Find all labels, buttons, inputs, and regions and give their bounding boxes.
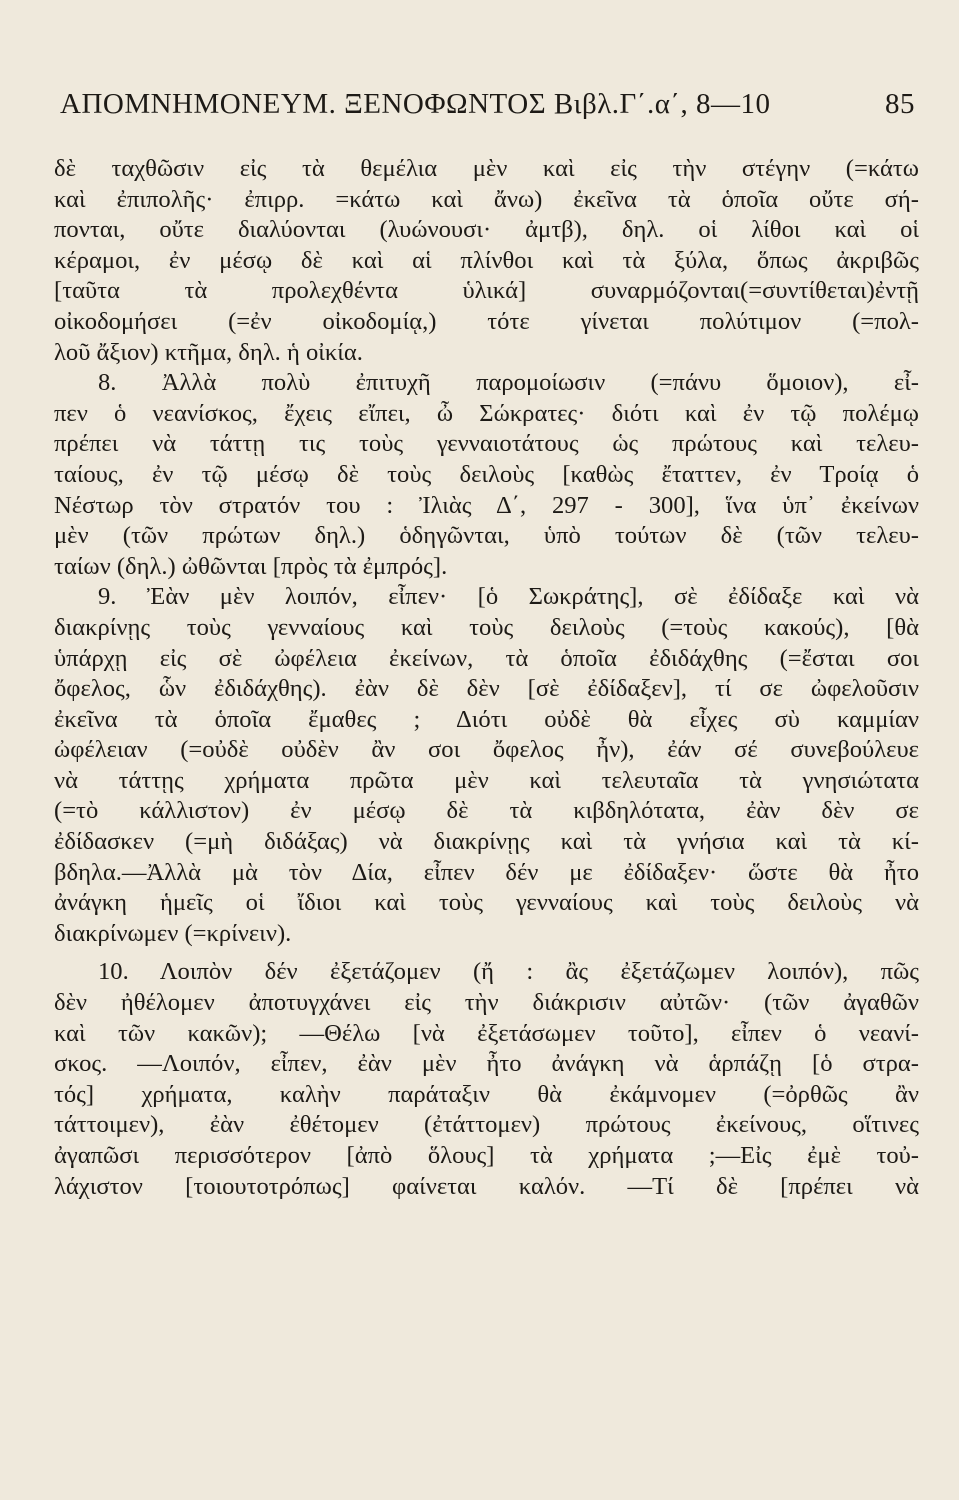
paragraph — [54, 368, 919, 582]
text-line: λοῦ ἄξιον) κτῆμα, δηλ. ἡ οἰκία. — [54, 338, 363, 366]
text-line: 9. Ἐὰν μὲν λοιπόν, εἶπεν· [ὁ Σωκράτης], σὲ ἐδίδαξε καὶ νὰ — [98, 583, 919, 611]
text-line: ἐδίδασκεν (=μὴ διδάξας) νὰ διακρίνῃς καὶ τὰ γνήσια καὶ τὰ κί- — [54, 828, 919, 856]
text-line: [ταῦτα τὰ προλεχθέντα ὑλικά] συναρμόζονται(=συντίθεται)ἐντῇ — [54, 277, 919, 305]
text-line: δὲν ἠθέλομεν ἀποτυγχάνει εἰς τὴν διάκρισιν αὐτῶν· (τῶν ἀγαθῶν — [54, 989, 919, 1017]
text-line: ἀνάγκη ἡμεῖς οἱ ἴδιοι καὶ τοὺς γενναίους καὶ τοὺς δειλοὺς νὰ — [54, 889, 919, 917]
text-line: 10. Λοιπὸν δέν ἐξετάζομεν (ἤ : ἂς ἐξετάζωμεν λοιπόν), πῶς — [98, 958, 919, 986]
text-line: νὰ τάττῃς χρήματα πρῶτα μὲν καὶ τελευταῖα τὰ γνησιώτατα — [54, 766, 919, 794]
paragraph — [54, 154, 919, 368]
text-line: ὑπάρχῃ εἰς σὲ ὠφέλεια ἐκείνων, τὰ ὁποῖα ἐδιδάχθης (=ἔσται σοι — [54, 644, 919, 672]
text-line: πεν ὁ νεανίσκος, ἔχεις εἴπει, ὦ Σώκρατες· διότι καὶ ἐν τῷ πολέμῳ — [54, 399, 919, 427]
text-line: οἰκοδομήσει (=ἐν οἰκοδομίᾳ,) τότε γίνεται πολύτιμον (=πολ- — [54, 307, 919, 335]
text-line: ἐκεῖνα τὰ ὁποῖα ἔμαθες ; Διότι οὐδὲ θὰ εἶχες σὺ καμμίαν — [54, 705, 919, 733]
text-line: πονται, οὔτε διαλύονται (λυώνουσι· ἀμτβ), δηλ. οἱ λίθοι καὶ οἱ — [54, 216, 919, 244]
running-header — [60, 88, 915, 148]
text-line: 8. Ἀλλὰ πολὺ ἐπιτυχῆ παρομοίωσιν (=πάνυ ὅμοιον), εἶ- — [98, 369, 919, 397]
text-line: καὶ ἐπιπολῆς· ἐπιρρ. =κάτω καὶ ἄνω) ἐκεῖνα τὰ ὁποῖα οὔτε σή- — [54, 185, 919, 213]
text-line: καὶ τῶν κακῶν); —Θέλω [νὰ ἐξετάσωμεν τοῦτο], εἶπεν ὁ νεανί- — [54, 1019, 919, 1047]
paragraph — [54, 957, 919, 1202]
text-line: βδηλα.—Ἀλλὰ μὰ τὸν Δία, εἶπεν δέν με ἐδίδαξεν· ὥστε θὰ ἦτο — [54, 858, 919, 886]
text-line: δὲ ταχθῶσιν εἰς τὰ θεμέλια μὲν καὶ εἰς τὴν στέγην (=κάτω — [54, 155, 919, 182]
text-line: τός] χρήματα, καλὴν παράταξιν θὰ ἐκάμνομεν (=ὀρθῶς ἂν — [54, 1080, 919, 1108]
text-line: σκος. —Λοιπόν, εἶπεν, ἐὰν μὲν ἦτο ἀνάγκη νὰ ἁρπάζῃ [ὁ στρα- — [54, 1050, 919, 1078]
body-text — [54, 154, 919, 1202]
paragraph — [54, 582, 919, 949]
paragraph-gap — [54, 949, 919, 957]
text-line: ὠφέλειαν (=οὐδὲ οὐδὲν ἂν σοι ὄφελος ἦν), ἐάν σέ συνεβούλευε — [54, 736, 919, 764]
text-line: λάχιστον [τοιουτοτρόπως] φαίνεται καλόν. —Τί δὲ [πρέπει νὰ — [54, 1172, 919, 1200]
text-line: (=τὸ κάλλιστον) ἐν μέσῳ δὲ τὰ κιβδηλότατα, ἐὰν δὲν σε — [54, 797, 919, 825]
running-title: ΑΠΟΜΝΗΜΟΝΕΥΜ. ΞΕΝΟΦΩΝΤΟΣ Βιβλ.Γ΄.α΄, 8—10 — [60, 88, 771, 120]
text-line: κέραμοι, ἐν μέσῳ δὲ καὶ αἱ πλίνθοι καὶ τὰ ξύλα, ὅπως ἀκριβῶς — [54, 246, 919, 274]
text-line: διακρίνωμεν (=κρίνειν). — [54, 919, 292, 947]
text-line: ταίους, ἐν τῷ μέσῳ δὲ τοὺς δειλοὺς [καθὼς ἔταττεν, ἐν Τροίᾳ ὁ — [54, 460, 919, 488]
text-line: Νέστωρ τὸν στρατόν του : Ἰλιὰς Δ΄, 297 - 300], ἵνα ὑπ᾽ ἐκείνων — [54, 491, 919, 519]
page-number: 85 — [885, 88, 915, 120]
text-line: ὄφελος, ὧν ἐδιδάχθης). ἐὰν δὲ δὲν [σὲ ἐδίδαξεν], τί σε ὠφελοῦσιν — [54, 675, 919, 703]
text-line: ἀγαπῶσι περισσότερον [ἀπὸ ὅλους] τὰ χρήματα ;—Εἰς ἐμὲ τοὐ- — [54, 1142, 919, 1169]
text-line: διακρίνῃς τοὺς γενναίους καὶ τοὺς δειλοὺς (=τοὺς κακούς), [θὰ — [54, 613, 919, 641]
text-line: τάττοιμεν), ἐὰν ἐθέτομεν (ἐτάττομεν) πρώτους ἐκείνους, οἵτινες — [54, 1111, 919, 1139]
text-line: μὲν (τῶν πρώτων δηλ.) ὁδηγῶνται, ὑπὸ τούτων δὲ (τῶν τελευ- — [54, 522, 919, 550]
text-line: πρέπει νὰ τάττῃ τις τοὺς γενναιοτάτους ὡς πρώτους καὶ τελευ- — [54, 430, 919, 458]
text-line: ταίων (δηλ.) ὠθῶνται [πρὸς τὰ ἐμπρός]. — [54, 552, 448, 580]
